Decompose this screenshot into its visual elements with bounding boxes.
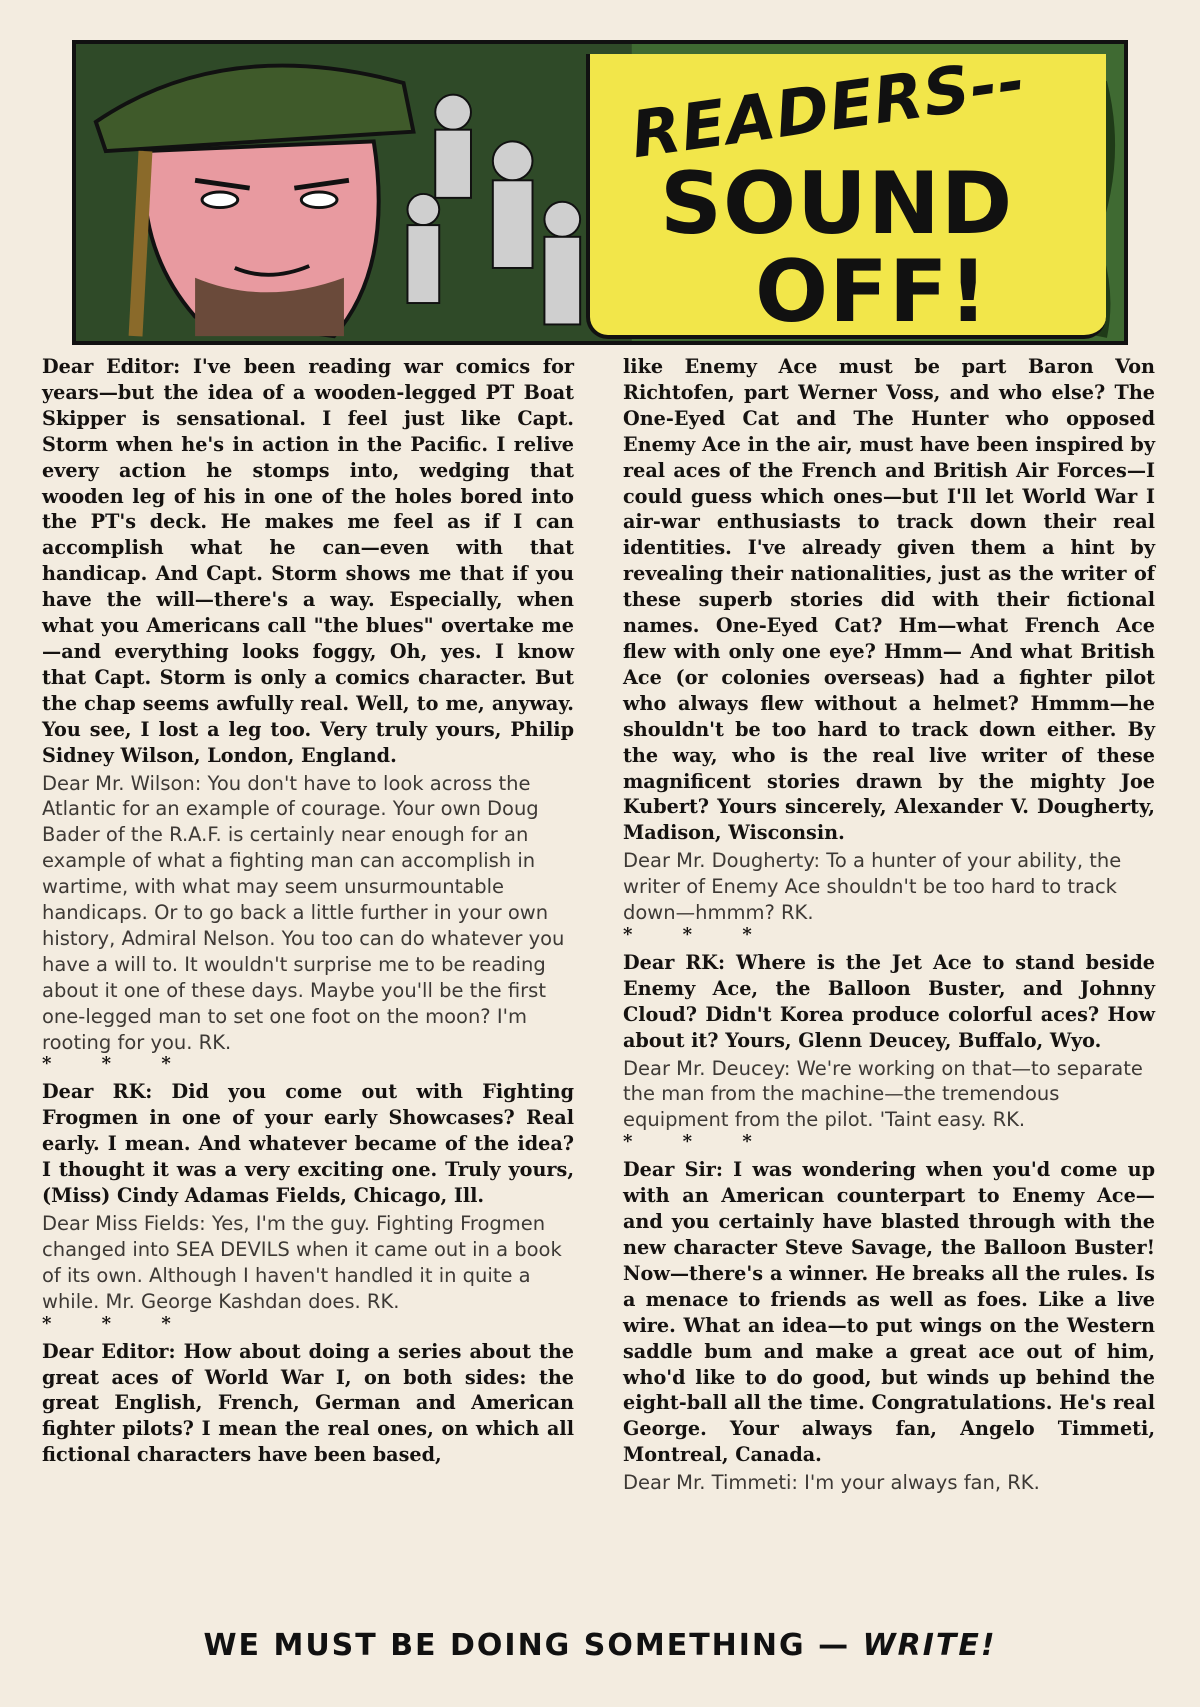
reply-dougherty: Dear Mr. Dougherty: To a hunter of your ability, the writer of Enemy Ace shouldn't be too hard to track down—hmmm? RK. bbox=[623, 849, 1122, 925]
reply-wilson: Dear Mr. Wilson: You don't have to look across the Atlantic for an example of courage. Your own Doug Bader of the R.A.F. is certainly near enough for an example of what a fighting man can accomplish in wartime, with what may seem unsurmountable handicaps. Or to go back a little further in your own history, Admiral Nelson. You too can do whatever you have a will to. It wouldn't surprise me to be reading about it one of these days. Maybe you'll be the first one-legged man to set one foot on the moon? I'm rooting for you. RK. bbox=[42, 771, 565, 1054]
title-panel bbox=[586, 44, 1106, 342]
header-banner bbox=[72, 40, 1128, 345]
separator-stars: * * * bbox=[42, 1312, 193, 1334]
letter-fields: Dear RK: Did you come out with Fighting Frogmen in one of your early Showcases? Real early. I mean. And whatever became of the idea? I thought it was a very exciting one. Truly yours, (Miss) Cindy Adamas Fields, Chicago, Ill. bbox=[42, 1080, 574, 1208]
title-line-off: OFF! bbox=[755, 242, 989, 342]
right-column bbox=[623, 354, 1155, 1496]
reply-deucey: Dear Mr. Deucey: We're working on that—to separate the man from the machine—the tremendous equipment from the pilot. 'Taint easy. RK. bbox=[623, 1056, 1143, 1132]
separator-stars: * * * bbox=[623, 1131, 774, 1153]
reply-fields: Dear Miss Fields: Yes, I'm the guy. Fighting Frogmen changed into SEA DEVILS when it came out in a book of its own. Although I haven't handled it in quite a while. Mr. George Kashdan does. RK. bbox=[42, 1212, 562, 1313]
title-line-readers: READERS-- bbox=[626, 44, 1031, 174]
footer-slogan bbox=[0, 1628, 1200, 1663]
reply-timmeti: Dear Mr. Timmeti: I'm your always fan, RK. bbox=[623, 1471, 1040, 1495]
footer-write: WRITE! bbox=[862, 1628, 997, 1663]
letter-timmeti: Dear Sir: I was wondering when you'd come up with an American counterpart to Enemy Ace—and you certainly have blasted through with the new character Steve Savage, the Balloon Buster! Now—there's a winner. He breaks all the rules. Is a menace to friends as well as foes. Like a live wire. What an idea—to put wings on the Western saddle bum and make a great ace out of him, who'd like to do good, but winds up behind the eight-ball all the time. Congratulations. He's real George. Your always fan, Angelo Timmeti, Montreal, Canada. bbox=[623, 1158, 1155, 1467]
left-column bbox=[42, 354, 574, 1468]
separator-stars: * * * bbox=[623, 923, 774, 945]
footer-text: WE MUST BE DOING SOMETHING — bbox=[203, 1628, 863, 1663]
letter-dougherty-continued: like Enemy Ace must be part Baron Von Richtofen, part Werner Voss, and who else? The One-Eyed Cat and The Hunter who opposed Enemy Ace in the air, must have been inspired by real aces of the French and British Air Forces—I could guess which ones—but I'll let World War I air-war enthusiasts to track down their real identities. I've already given them a hint by revealing their nationalities, just as the writer of these superb stories did with their fictional names. One-Eyed Cat? Hm—what French Ace flew with only one eye? Hmm— And what British Ace (or colonies overseas) had a fighter pilot who always flew without a helmet? Hmmm—he shouldn't be too hard to track down either. By the way, who is the real live writer of these magnificent stories drawn by the mighty Joe Kubert? Yours sincerely, Alexander V. Dougherty, Madison, Wisconsin. bbox=[623, 355, 1155, 845]
letter-deucey: Dear RK: Where is the Jet Ace to stand beside Enemy Ace, the Balloon Buster, and Johnny Cloud? Didn't Korea produce colorful aces? How about it? Yours, Glenn Deucey, Buffalo, Wyo. bbox=[623, 950, 1155, 1052]
title-line-sound: SOUND bbox=[660, 154, 1014, 254]
letter-dougherty-start: Dear Editor: How about doing a series about the great aces of World War I, on both sides: the great English, French, German and American fighter pilots? I mean the real ones, on which all fictional characters have been based, bbox=[42, 1339, 574, 1467]
letter-wilson: Dear Editor: I've been reading war comics for years—but the idea of a wooden-legged PT Boat Skipper is sensational. I feel just like Capt. Storm when he's in action in the Pacific. I relive every action he stomps into, wedging that wooden leg of his in one of the holes bored into the PT's deck. He makes me feel as if I can accomplish what he can—even with that handicap. And Capt. Storm shows me that if you have the will—there's a way. Especially, when what you Americans call "the blues" overtake me—and everything looks foggy, Oh, yes. I know that Capt. Storm is only a comics character. But the chap seems awfully real. Well, to me, anyway. You see, I lost a leg too. Very truly yours, Philip Sidney Wilson, London, England. bbox=[42, 355, 574, 767]
separator-stars: * * * bbox=[42, 1053, 193, 1075]
